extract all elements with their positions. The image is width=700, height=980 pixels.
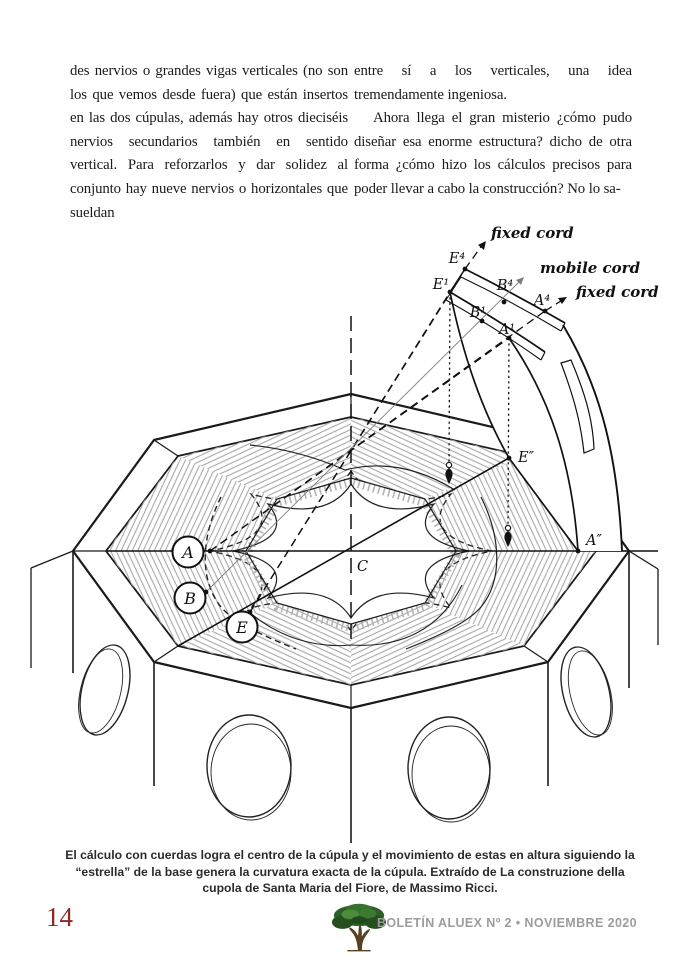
label-A4: A⁴: [533, 293, 551, 309]
page-number: 14: [46, 902, 73, 932]
arrowhead: [478, 241, 486, 250]
arrowhead: [558, 297, 567, 304]
oculus-window: [408, 717, 490, 822]
label-E1: E¹: [432, 277, 450, 293]
page-footer: [0, 896, 700, 956]
label-C: C: [357, 559, 369, 575]
cord-labels: [490, 224, 659, 301]
oculus-window: [71, 640, 139, 741]
label-E: E: [236, 618, 248, 637]
label-fixed-cord-right: fixed cord: [576, 283, 659, 301]
label-B4: B⁴: [496, 278, 514, 294]
dome-construction-diagram: [0, 222, 700, 844]
label-A: A: [182, 543, 194, 562]
label-mobile-cord: mobile cord: [540, 259, 641, 277]
label-fixed-cord-top: fixed cord: [491, 224, 574, 242]
label-B1: B¹: [469, 305, 487, 321]
article-column-left: [70, 60, 348, 225]
oculus-window: [553, 642, 621, 743]
bulletin-title: BOLETÍN ALUEX Nº 2 • NOVIEMBRE 2020: [376, 916, 637, 930]
label-E4: E⁴: [448, 251, 466, 267]
figure-caption: El cálculo con cuerdas logra el centro de la cúpula y el movimiento de estas en altura siguiendo la “estrella” de la base genera la curvatura exacta de la cúpula. Extraído de La construzione della cupola de Santa Maria del Fiore, de Massimo Ricci.: [65, 848, 635, 895]
article-paragraph: entre sí a los verticales, una idea tremendamente ingeniosa.: [354, 63, 632, 103]
label-A1: A¹: [498, 322, 516, 338]
label-E-dblprime: E″: [518, 450, 535, 466]
article-column-right: [354, 60, 632, 202]
article-paragraph: des nervios o grandes vigas verticales (no son los que vemos desde fuera) que están insertos en las dos cúpulas, además hay otros dieciséis nervios secundarios también en sentido vertical. Para reforzarlos y dar solidez al conjunto hay nueve nervios o horizontales que sueldan: [70, 63, 348, 221]
label-A-dblprime: A″: [586, 533, 602, 549]
article-paragraph: Ahora llega el gran misterio ¿cómo pudo diseñar esa enorme estructura? dicho de otra forma ¿cómo hizo los cálculos precisos para poder llevar a cabo la construcción? No lo sa-: [354, 110, 632, 197]
tree-trunk: [349, 923, 370, 950]
dome-construction-figure: [0, 222, 700, 844]
label-B: B: [184, 589, 196, 608]
oculus-window: [207, 715, 291, 820]
